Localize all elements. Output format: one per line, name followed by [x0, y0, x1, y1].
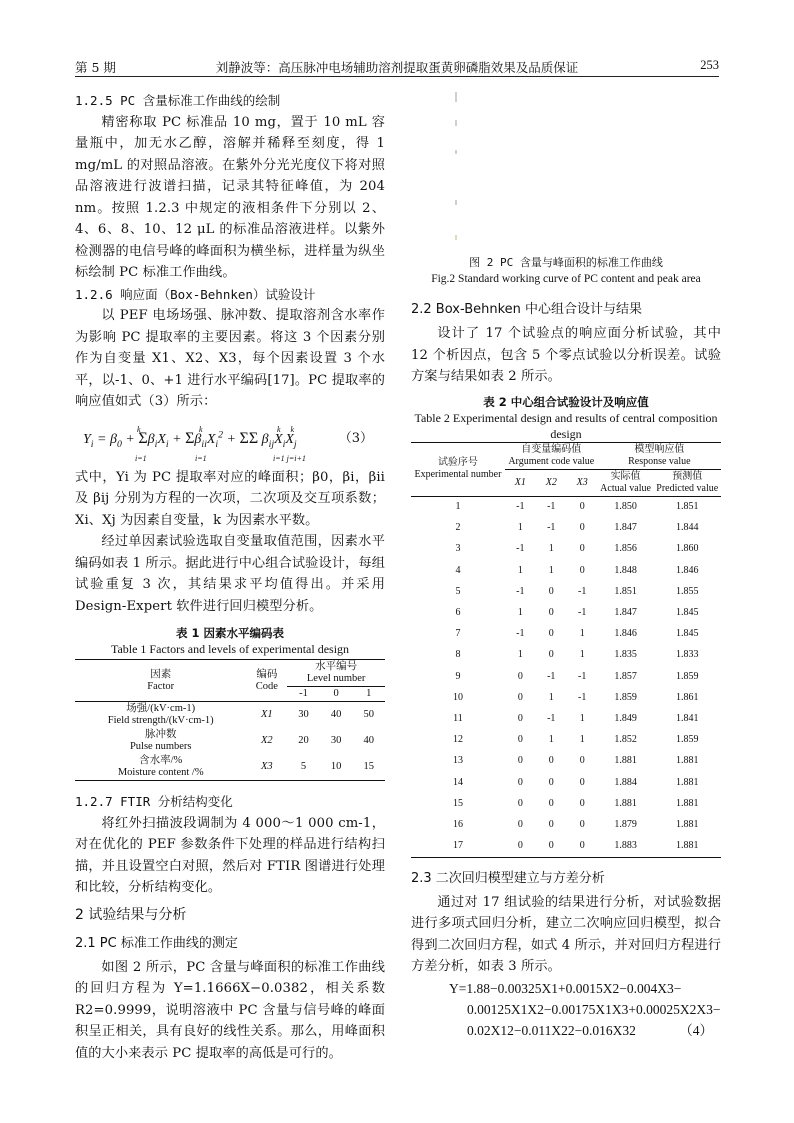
section-2-1-paragraph: 如图 2 所示，PC 含量与峰面积的标准工作曲线的回归方程为 Y=1.1666X−0.0382，相关系数 R2=0.9999，说明溶液中 PC 含量与信号峰的峰面积呈正相关，具有良好的线性关系。那么，用峰面积值的大小来表示 PC 提取率的高低是可行的。	[75, 959, 385, 1061]
section-2-2-paragraph: 设计了 17 个试验点的响应面分析试验，其中 12 个析因点，包含 5 个零点试验以分析误差。试验方案与结果如表 2 所示。	[411, 326, 721, 384]
table-cell: -1	[516, 543, 525, 555]
table-cell: 0	[548, 776, 554, 788]
equation-3-definitions: 式中，Yi 为 PC 提取率对应的峰面积；β0，βi，βii 及 βij 分别为方程的一次项，二次项及交互项系数；Xi、Xj 为因素自变量，k 为因素水平数。	[75, 469, 385, 528]
table-cell: 0	[517, 755, 523, 767]
table-cell: 1.860	[675, 543, 699, 555]
table-cell: 1	[548, 691, 554, 703]
table-cell: 1.881	[614, 797, 637, 809]
table-cell: 1.841	[675, 712, 699, 724]
section-1-2-6-paragraph-2: 经过单因素试验选取自变量取值范围，因素水平编码如表 1 所示。据此进行中心组合试验设计，每组试验重复 3 次，其结果求平均值得出。并采用 Design-Expert 软件进行回归模型分析。	[75, 534, 385, 614]
table-cell: 1.847	[614, 607, 637, 619]
table-cell: 16	[452, 818, 463, 830]
t1-level: 1	[366, 688, 372, 699]
t1-header-code: 编码 Code	[246, 660, 287, 702]
table-cell: 0	[517, 691, 523, 703]
table-cell: 0	[548, 649, 554, 661]
table-cell: -1	[578, 607, 587, 619]
table-cell: 1.846	[614, 628, 637, 640]
section-2-1-heading: 2.1 PC 标准工作曲线的测定	[75, 935, 238, 951]
table-cell: 1.883	[614, 840, 637, 852]
table-cell: 0	[548, 818, 554, 830]
table-cell: 1.861	[675, 691, 699, 703]
table-row	[411, 836, 721, 858]
table-cell: 0	[517, 776, 523, 788]
table-cell: 1.881	[675, 755, 699, 767]
section-1-2-7-heading: 1.2.7 FTIR 分析结构变化	[75, 794, 233, 809]
table-cell: 0	[517, 670, 523, 682]
equation-3-number: （3）	[338, 430, 373, 446]
table-cell: 1	[517, 649, 523, 661]
t2-header-x3: X3	[576, 476, 588, 488]
table-cell: 0	[517, 734, 523, 746]
equation-4-line-3: 0.02X12−0.011X22−0.016X32	[467, 1022, 636, 1038]
table-cell: 1.855	[675, 585, 699, 597]
table-1-caption-cn: 表 1 因素水平编码表	[175, 626, 284, 640]
section-2-3-heading: 2.3 二次回归模型建立与方差分析	[411, 870, 605, 886]
table-cell: 1	[579, 734, 585, 746]
figure-2-caption-en: Fig.2 Standard working curve of PC content and peak area	[431, 273, 701, 285]
section-2-3-paragraph: 通过对 17 组试验的结果进行分析，对试验数据进行多项式回归分析，建立二次响应回归模型，拟合得到二次回归方程，如式 4 所示，并对回归方程进行方差分析，如表 3 所示。	[411, 894, 721, 975]
table-cell: 1	[579, 628, 585, 640]
section-1-2-5-heading: 1.2.5 PC 含量标准工作曲线的绘制	[75, 93, 281, 108]
table-cell: 0	[579, 522, 585, 534]
table-cell: 0	[579, 818, 585, 830]
table-cell: -1	[547, 522, 556, 534]
table-cell: 0	[517, 797, 523, 809]
table-cell: 15	[452, 797, 463, 809]
table-cell: 1	[579, 712, 585, 724]
t2-header-x2: X2	[545, 476, 557, 488]
table-cell: 13	[452, 755, 463, 767]
table-cell: 1.851	[675, 501, 699, 513]
table-cell: 0	[579, 755, 585, 767]
table-2	[411, 442, 721, 858]
table-cell: 4	[455, 564, 461, 576]
table-cell: 1	[579, 649, 585, 661]
table-cell: 1	[517, 522, 523, 534]
table-cell: 1.833	[675, 649, 699, 661]
t2-header-response-group: 模型响应值 Response value	[598, 442, 721, 469]
table-row	[411, 518, 721, 539]
table-cell: 1.835	[614, 649, 637, 661]
table-cell: 0	[548, 628, 554, 640]
running-title: 刘静波等：高压脉冲电场辅助溶剂提取蛋黄卵磷脂效果及品质保证	[215, 60, 579, 75]
t2-header-actual: 实际值 Actual value	[600, 470, 651, 494]
table-cell: 0	[579, 564, 585, 576]
t1-level: -1	[299, 688, 308, 699]
table-cell: 1	[548, 543, 554, 555]
table-cell: -1	[578, 670, 587, 682]
t2-header-number: 试验序号 Experimental number	[411, 442, 505, 496]
table-cell: 8	[455, 649, 461, 661]
section-1-2-6-heading: 1.2.6 响应面（Box-Behnken）试验设计	[75, 286, 316, 302]
table-cell: 17	[452, 840, 463, 852]
t1-header-level: 水平编号 Level number	[287, 660, 385, 687]
table-row	[411, 772, 721, 793]
t2-header-x1: X1	[514, 476, 526, 488]
table-cell: 1.845	[675, 628, 699, 640]
table-cell: 0	[579, 543, 585, 555]
table-cell: 1	[548, 734, 554, 746]
table-cell: 3	[455, 543, 461, 555]
table-cell: 1.856	[614, 543, 637, 555]
table-row	[411, 496, 721, 518]
table-cell: 12	[452, 734, 463, 746]
t1-row: 脉冲数 Pulse numbers X2 20 30 40	[129, 729, 374, 752]
table-1-caption-en: Table 1 Factors and levels of experimental design	[110, 642, 350, 656]
table-cell: 0	[548, 607, 554, 619]
equation-4	[411, 978, 721, 1041]
section-1-2-5-paragraph: 精密称取 PC 标准品 10 mg，置于 10 mL 容量瓶中，加无水乙醇，溶解并稀释至刻度，得 1 mg/mL 的对照品溶液。在紫外分光光度仪下将对照品溶液进行波谱扫描，记录其特征峰值，为 204 nm。按照 1.2.3 中规定的液相条件下分别以 2、4、6、8、10、12 μL 的标准品溶液进样。以紫外检测器的电信号峰的峰面积为横坐标，进样量为纵坐标绘制 PC 标准工作曲线。	[75, 114, 385, 280]
table-cell: 1.844	[675, 522, 699, 534]
section-2-heading: 2 试验结果与分析	[75, 906, 187, 923]
t1-header-factor: 因素 Factor	[75, 660, 246, 702]
table-row	[411, 687, 721, 708]
table-cell: 1.881	[675, 776, 699, 788]
table-cell: 6	[455, 607, 461, 619]
table-cell: -1	[578, 691, 587, 703]
table-cell: 1.859	[675, 734, 699, 746]
table-cell: 1.850	[614, 501, 637, 513]
table-row	[411, 581, 721, 602]
table-row	[411, 560, 721, 581]
table-cell: 0	[579, 501, 585, 513]
table-row	[411, 751, 721, 772]
table-cell: 0	[548, 840, 554, 852]
table-cell: 1.859	[614, 691, 637, 703]
table-cell: 1.848	[614, 564, 637, 576]
table-cell: 1.849	[614, 712, 637, 724]
table-row	[411, 793, 721, 814]
table-cell: 1.881	[675, 818, 699, 830]
table-cell: -1	[516, 585, 525, 597]
running-header	[75, 58, 719, 77]
table-cell: 0	[517, 840, 523, 852]
table-row	[411, 708, 721, 729]
table-row	[411, 666, 721, 687]
table-cell: 1.859	[675, 670, 699, 682]
table-row	[411, 814, 721, 835]
table-cell: 0	[548, 585, 554, 597]
table-row	[411, 539, 721, 560]
table-cell: 1	[455, 501, 461, 513]
table-cell: 0	[548, 797, 554, 809]
table-2-caption-cn: 表 2 中心组合试验设计及响应值	[483, 394, 649, 409]
table-cell: 1	[517, 564, 523, 576]
table-row	[411, 730, 721, 751]
equation-4-line-2: 0.00125X1X2−0.00175X1X3+0.00025X2X3−	[467, 1001, 721, 1017]
table-cell: 1.851	[614, 585, 637, 597]
table-cell: 5	[455, 585, 461, 597]
table-cell: 0	[579, 776, 585, 788]
table-cell: -1	[578, 585, 587, 597]
table-cell: 1	[548, 564, 554, 576]
table-cell: 0	[579, 797, 585, 809]
table-cell: 0	[517, 818, 523, 830]
table-cell: 1.881	[675, 797, 699, 809]
table-cell: 7	[455, 628, 461, 640]
table-cell: -1	[547, 712, 556, 724]
t1-level: 0	[333, 688, 339, 699]
t2-header-code-group: 自变量编码值 Argument code value	[505, 442, 598, 469]
table-1	[75, 659, 385, 781]
section-1-2-6-paragraph: 以 PEF 电场场强、脉冲数、提取溶剂含水率作为影响 PC 提取率的主要因素。将这 3 个因素分别作为自变量 X1、X2、X3，每个因素设置 3 个水平，以-1、0、+1 进行水平编码[17]。PC 提取率的响应值如式（3）所示：	[75, 308, 385, 409]
table-cell: 2	[455, 522, 461, 534]
t1-row: 场强/(kV·cm-1) Field strength/(kV·cm-1) X1 30 40 50	[107, 703, 374, 726]
table-row	[411, 645, 721, 666]
right-column	[411, 90, 721, 1041]
table-cell: 1.845	[675, 607, 699, 619]
table-row	[411, 624, 721, 645]
table-cell: 9	[455, 670, 461, 682]
table-cell: 1.852	[614, 734, 637, 746]
table-cell: 1.846	[675, 564, 699, 576]
equation-3: $Y_i = \beta_0 + \Sigma\beta_iX_i + \Sigma\beta_{ii}X_i^2 + \Sigma\Sigma$ $\beta_{ij}X_iX_j$ k i=1 k i=1 k k i=1 j=i+1 （3）	[83, 424, 373, 463]
section-2-2-heading: 2.2 Box-Behnken 中心组合设计与结果	[411, 302, 643, 317]
t1-row: 含水率/% Moisture content /% X3 5 10 15	[75, 754, 385, 781]
table-cell: 1	[517, 607, 523, 619]
table-row	[411, 602, 721, 623]
table-cell: 1.881	[675, 840, 699, 852]
table-2-caption-en: Table 2 Experimental design and results of central composition design	[414, 410, 718, 441]
table-cell: -1	[516, 501, 525, 513]
table-cell: 1.884	[614, 776, 637, 788]
equation-4-line-1: Y=1.88−0.00325X1+0.0015X2−0.004X3−	[449, 980, 682, 996]
equation-4-number: （4）	[679, 1022, 713, 1038]
table-cell: -1	[516, 628, 525, 640]
equation-3-body: $Y_i = \beta_0 + \Sigma\beta_iX_i + \Sigma\beta_{ii}X_i^2 + \Sigma\Sigma$ $\beta_{ij}X_iX_j$	[83, 428, 297, 450]
table-cell: 1.857	[614, 670, 637, 682]
issue-label: 第 5 期	[75, 60, 116, 75]
table-cell: 14	[452, 776, 463, 788]
section-1-2-7-paragraph: 将红外扫描波段调制为 4 000～1 000 cm-1，对在优化的 PEF 参数条件下处理的样品进行结构扫描，并且设置空白对照，然后对 FTIR 图谱进行处理和比较，分析结构变化。	[75, 815, 385, 895]
table-cell: 0	[579, 840, 585, 852]
table-cell: -1	[547, 670, 556, 682]
page-number: 253	[700, 58, 719, 72]
table-cell: -1	[547, 501, 556, 513]
left-column	[75, 90, 385, 1064]
table-cell: 10	[452, 691, 463, 703]
table-cell: 1.879	[614, 818, 637, 830]
t2-header-predicted: 预测值 Predicted value	[656, 470, 719, 494]
figure-2-caption-cn: 图 2 PC 含量与峰面积的标准工作曲线	[469, 256, 663, 269]
figure-2-area	[411, 90, 721, 255]
table-cell: 0	[548, 755, 554, 767]
table-2-body	[411, 496, 721, 857]
table-cell: 0	[517, 712, 523, 724]
table-cell: 1.847	[614, 522, 637, 534]
table-cell: 1.881	[614, 755, 637, 767]
table-cell: 11	[453, 712, 463, 724]
